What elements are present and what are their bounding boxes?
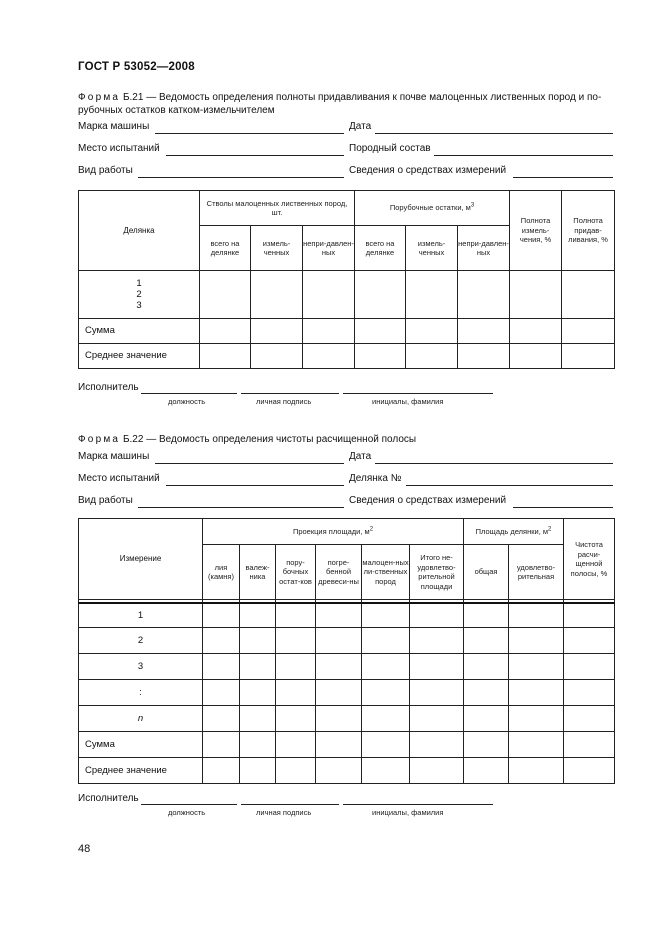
cell[interactable]: [303, 319, 355, 344]
field-test-site-line[interactable]: [166, 155, 344, 156]
cell[interactable]: [316, 603, 362, 628]
cell[interactable]: [410, 706, 464, 732]
cell[interactable]: [410, 654, 464, 680]
cell[interactable]: [251, 319, 303, 344]
caption-position: должность: [168, 808, 206, 817]
row-plot-3: 3: [136, 300, 142, 311]
cell[interactable]: [200, 344, 251, 369]
cell[interactable]: [564, 732, 615, 758]
caption-initials: инициалы, фамилия: [372, 397, 444, 406]
cell[interactable]: [355, 319, 406, 344]
sub-crushed-residues: измель-ченных: [406, 226, 458, 271]
caption-initials: инициалы, фамилия: [372, 808, 444, 817]
executor-position-line[interactable]: [141, 804, 237, 805]
cell[interactable]: [276, 732, 316, 758]
cell[interactable]: [564, 654, 615, 680]
cell[interactable]: [410, 758, 464, 784]
cell[interactable]: [509, 758, 564, 784]
executor-label: Исполнитель: [78, 793, 139, 804]
cell[interactable]: [276, 706, 316, 732]
cell[interactable]: [316, 628, 362, 654]
cell[interactable]: [316, 732, 362, 758]
header-completeness-crush: Полнота измель-чения, %: [510, 191, 562, 271]
sub-buried-wood: погре-бенной древеси-ны: [316, 545, 362, 600]
field-work-type-line[interactable]: [138, 507, 344, 508]
sub-crushed-trunks: измель-ченных: [251, 226, 303, 271]
field-machine-brand-label: Марка машины: [78, 451, 150, 462]
field-machine-brand-line[interactable]: [155, 133, 344, 134]
cell[interactable]: [303, 344, 355, 369]
row-sum: Сумма: [79, 319, 200, 344]
cell[interactable]: [276, 603, 316, 628]
cell[interactable]: [362, 628, 410, 654]
sub-total-area: общая: [464, 545, 509, 600]
field-date-label: Дата: [349, 451, 372, 462]
cell[interactable]: [276, 758, 316, 784]
cell[interactable]: [509, 680, 564, 706]
form-22-title: [78, 433, 614, 446]
sub-total-trunks: всего на делянке: [200, 226, 251, 271]
field-date-line[interactable]: [375, 133, 613, 134]
cell[interactable]: [464, 706, 509, 732]
cell[interactable]: [362, 654, 410, 680]
row-measurement-3: 3: [79, 654, 203, 680]
field-measuring-info-line[interactable]: [513, 177, 613, 178]
cell[interactable]: [240, 628, 276, 654]
executor-initials-line[interactable]: [343, 393, 493, 394]
cell[interactable]: [562, 319, 615, 344]
caption-personal-signature: личная подпись: [256, 808, 312, 817]
cell[interactable]: [464, 758, 509, 784]
unit-exponent: 2: [548, 526, 552, 533]
field-breed-composition-line[interactable]: [434, 155, 613, 156]
header-measurement: Измерение: [79, 519, 203, 600]
header-projection-group: [203, 519, 464, 545]
executor-signature-line[interactable]: [241, 393, 339, 394]
field-plot-no-line[interactable]: [406, 485, 613, 486]
cell[interactable]: [240, 732, 276, 758]
cell[interactable]: [562, 271, 615, 319]
form-21-title-text: Б.21 — Ведомость определения полноты придавливания к почве малоценных лиственных пород и по-рубочных остатков катком-измельчителем: [78, 92, 602, 116]
cell[interactable]: [564, 758, 615, 784]
cell[interactable]: [464, 603, 509, 628]
cell[interactable]: [464, 732, 509, 758]
field-measuring-info-label: Сведения о средствах измерений: [349, 495, 507, 506]
cell[interactable]: [509, 654, 564, 680]
header-completeness-press: Полнота придав-ливания, %: [562, 191, 615, 271]
field-machine-brand-label: Марка машины: [78, 121, 150, 132]
cell[interactable]: [203, 603, 240, 628]
cell[interactable]: [240, 706, 276, 732]
row-measurement-n: n: [79, 706, 203, 732]
field-measuring-info-line[interactable]: [513, 507, 613, 508]
cell[interactable]: [464, 628, 509, 654]
cell[interactable]: [240, 654, 276, 680]
form-22-title-text: Б.22 — Ведомость определения чистоты расчищенной полосы: [122, 434, 417, 445]
row-mean: Среднее значение: [79, 758, 203, 784]
sub-total-residues: всего на делянке: [355, 226, 406, 271]
header-plot-area-text: Площадь делянки, м: [475, 526, 549, 536]
cell[interactable]: [362, 603, 410, 628]
form-21-title-word: Форма: [78, 92, 121, 103]
unit-exponent: 2: [369, 526, 374, 533]
cell[interactable]: [203, 680, 240, 706]
cell[interactable]: [458, 319, 510, 344]
cell[interactable]: [406, 319, 458, 344]
field-work-type-label: Вид работы: [78, 495, 133, 506]
cell[interactable]: [200, 271, 251, 319]
header-projection-text: Проекция площади, м: [292, 526, 370, 536]
cell[interactable]: [509, 706, 564, 732]
field-date-line[interactable]: [375, 463, 613, 464]
header-residues-text: Порубочные остатки, м: [389, 203, 471, 213]
cell[interactable]: [362, 758, 410, 784]
cell[interactable]: [276, 654, 316, 680]
cell[interactable]: [362, 680, 410, 706]
cell[interactable]: [276, 628, 316, 654]
cell[interactable]: [276, 680, 316, 706]
header-plot: Делянка: [79, 191, 200, 271]
cell[interactable]: [203, 654, 240, 680]
cell[interactable]: [240, 680, 276, 706]
cell[interactable]: [458, 271, 510, 319]
cell[interactable]: [562, 344, 615, 369]
executor-initials-line[interactable]: [343, 804, 493, 805]
unit-exponent: 3: [470, 202, 475, 209]
cell[interactable]: [406, 271, 458, 319]
field-work-type-label: Вид работы: [78, 165, 133, 176]
row-measurement-1: 1: [79, 603, 203, 628]
cell[interactable]: [240, 758, 276, 784]
field-test-site-label: Место испытаний: [78, 473, 160, 484]
row-measurement-2: 2: [79, 628, 203, 654]
header-residues-group: [355, 191, 510, 226]
header-cleanliness: Чистота расчи-щенной полосы, %: [564, 519, 615, 600]
row-measurement-ellipsis: :: [79, 680, 203, 706]
row-plot-2: 2: [136, 289, 142, 300]
sub-deadwood: валеж-ника: [240, 545, 276, 600]
cell[interactable]: [410, 628, 464, 654]
cell[interactable]: [240, 603, 276, 628]
cell[interactable]: [316, 706, 362, 732]
row-sum: Сумма: [79, 732, 203, 758]
cell[interactable]: [251, 344, 303, 369]
cell[interactable]: [251, 271, 303, 319]
cell[interactable]: [410, 603, 464, 628]
cell[interactable]: [410, 732, 464, 758]
form-22-table: [78, 518, 615, 784]
sub-not-pressed-trunks: непри-давлен-ных: [303, 226, 355, 271]
field-work-type-line[interactable]: [138, 177, 344, 178]
cell[interactable]: [200, 319, 251, 344]
cell[interactable]: [355, 271, 406, 319]
field-date-label: Дата: [349, 121, 372, 132]
sub-residues: пору-бочных остат-ков: [276, 545, 316, 600]
caption-personal-signature: личная подпись: [256, 397, 312, 406]
sub-total-unsatisfactory: Итого не-удовлетво-рительной площади: [410, 545, 464, 600]
caption-position: должность: [168, 397, 206, 406]
executor-signature-line[interactable]: [241, 804, 339, 805]
cell[interactable]: [564, 603, 615, 628]
field-plot-no-label: Делянка №: [349, 473, 402, 484]
cell[interactable]: [509, 628, 564, 654]
cell[interactable]: [203, 628, 240, 654]
cell[interactable]: [203, 706, 240, 732]
row-plot-1: 1: [136, 278, 142, 289]
cell[interactable]: [316, 758, 362, 784]
cell[interactable]: [410, 680, 464, 706]
cell[interactable]: [564, 706, 615, 732]
cell[interactable]: [316, 654, 362, 680]
executor-label: Исполнитель: [78, 382, 139, 393]
form-22-title-word: Форма: [78, 434, 121, 445]
cell[interactable]: [362, 732, 410, 758]
sub-lying: лия (камня): [203, 545, 240, 600]
header-plot-area-group: [464, 519, 564, 545]
cell[interactable]: [564, 680, 615, 706]
cell[interactable]: [510, 319, 562, 344]
field-measuring-info-label: Сведения о средствах измерений: [349, 165, 507, 176]
document-code: ГОСТ Р 53052—2008: [78, 61, 195, 73]
cell[interactable]: [362, 706, 410, 732]
form-21-table: [78, 190, 615, 369]
cell[interactable]: [316, 680, 362, 706]
row-plots: [79, 271, 200, 319]
header-trunks-group: Стволы малоценных лиственных пород, шт.: [200, 191, 355, 226]
sub-not-pressed-residues: непри-давлен-ных: [458, 226, 510, 271]
form-21-title: [78, 91, 614, 117]
cell[interactable]: [203, 732, 240, 758]
cell[interactable]: [406, 344, 458, 369]
cell[interactable]: [509, 732, 564, 758]
cell[interactable]: [510, 271, 562, 319]
field-test-site-label: Место испытаний: [78, 143, 160, 154]
cell[interactable]: [509, 603, 564, 628]
page-number: 48: [78, 843, 91, 855]
row-mean: Среднее значение: [79, 344, 200, 369]
cell[interactable]: [464, 680, 509, 706]
cell[interactable]: [564, 628, 615, 654]
field-machine-brand-line[interactable]: [155, 463, 344, 464]
cell[interactable]: [458, 344, 510, 369]
field-breed-composition-label: Породный состав: [349, 143, 431, 154]
cell[interactable]: [303, 271, 355, 319]
sub-low-value: малоцен-ных ли-ственных пород: [362, 545, 410, 600]
cell[interactable]: [510, 344, 562, 369]
sub-satisfactory-area: удовлетво-рительная: [509, 545, 564, 600]
cell[interactable]: [464, 654, 509, 680]
field-test-site-line[interactable]: [166, 485, 344, 486]
executor-position-line[interactable]: [141, 393, 237, 394]
cell[interactable]: [203, 758, 240, 784]
cell[interactable]: [355, 344, 406, 369]
